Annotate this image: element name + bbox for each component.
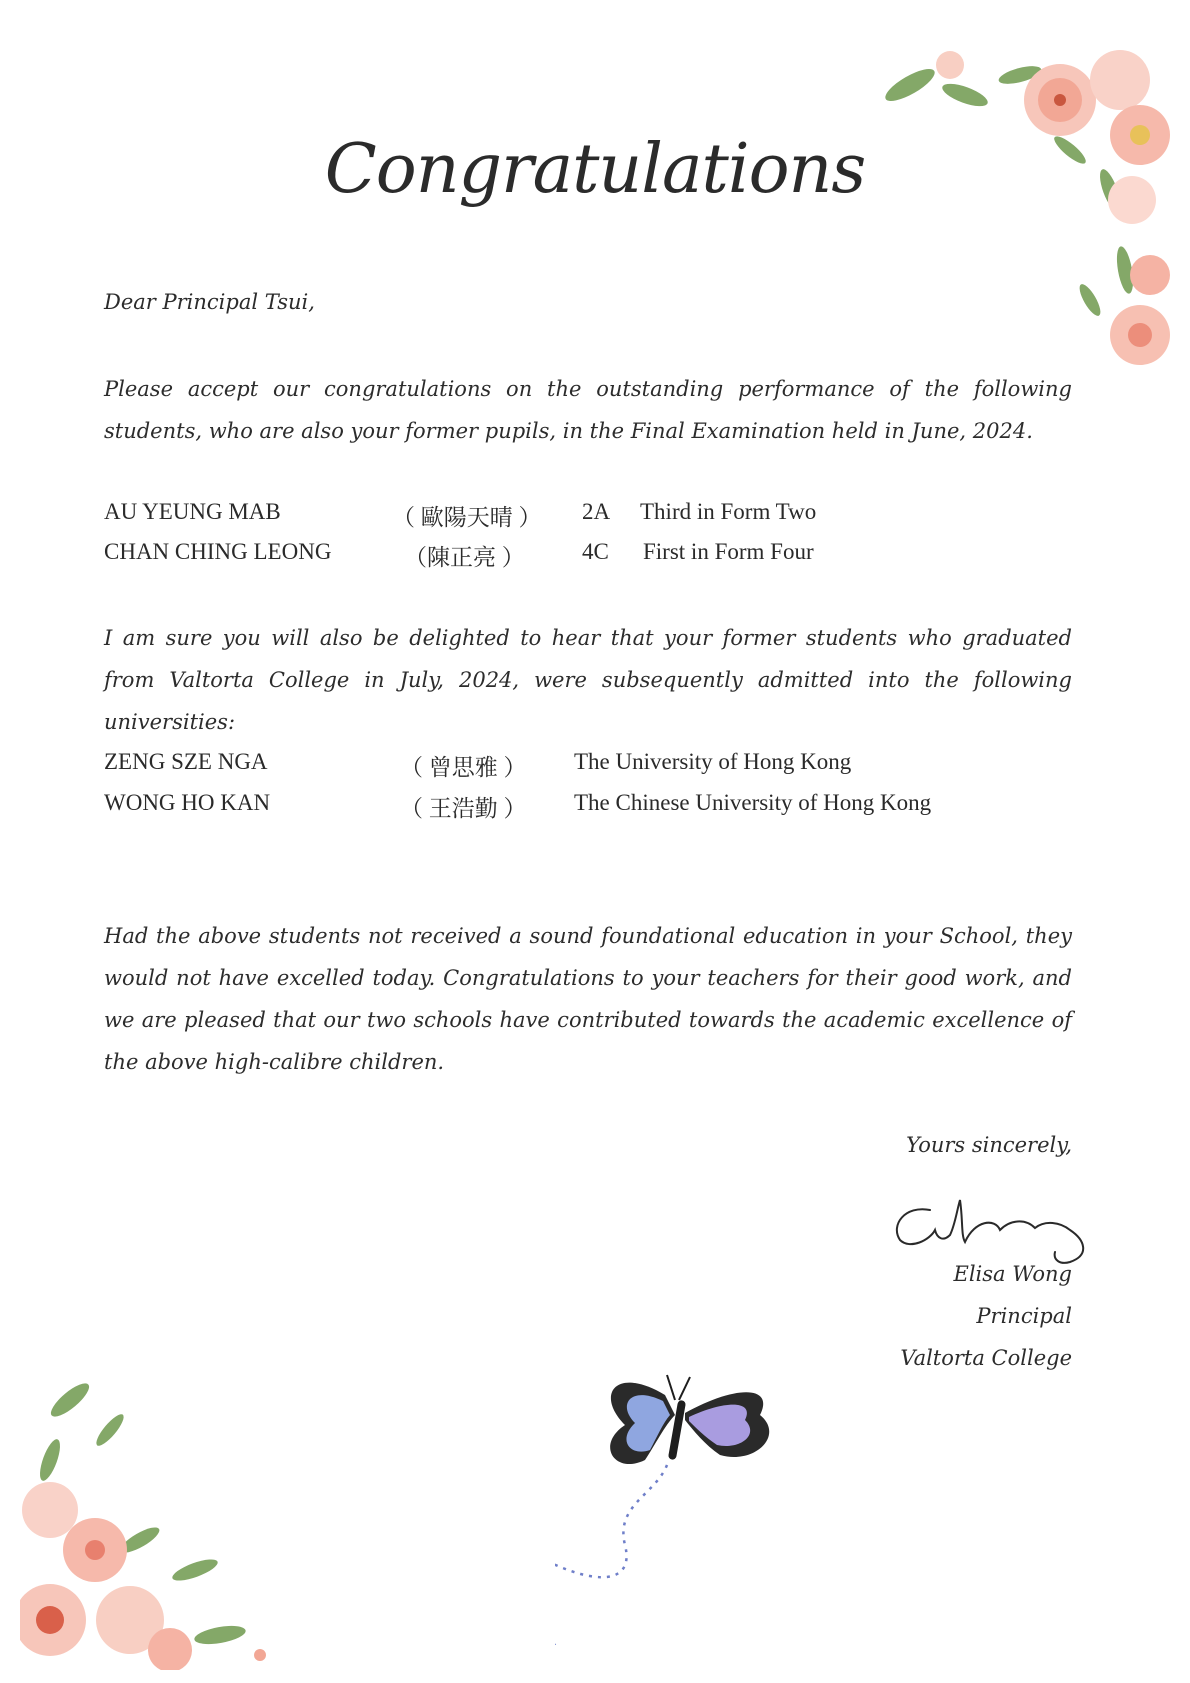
- admission-row: [0, 790, 1190, 826]
- paragraph-exam-performance: Please accept our congratulations on the outstanding performance of the following students, who are also your former pupils, in the Final Examination held in June, 2024.: [104, 377, 1072, 443]
- letter-title: Congratulations: [324, 130, 866, 209]
- student-name: AU YEUNG MAB: [104, 499, 281, 524]
- student-name: CHAN CHING LEONG: [104, 539, 332, 564]
- student-result: First in Form Four: [643, 539, 814, 564]
- university-name: The University of Hong Kong: [574, 749, 852, 774]
- valediction: Yours sincerely,: [906, 1133, 1072, 1157]
- student-result: Third in Form Two: [640, 499, 817, 524]
- signer-title: Principal: [976, 1304, 1072, 1328]
- student-chinese-name: （ 歐陽天晴 ）: [392, 505, 542, 530]
- butterfly-illustration: [555, 1345, 845, 1675]
- salutation: Dear Principal Tsui,: [104, 290, 315, 314]
- exam-result-row: [0, 499, 1190, 535]
- floral-corner-bottom-left: [20, 1370, 300, 1670]
- student-class: 4C: [582, 539, 609, 564]
- student-name: ZENG SZE NGA: [104, 749, 268, 774]
- university-name: The Chinese University of Hong Kong: [574, 790, 932, 815]
- student-class: 2A: [582, 499, 611, 524]
- signer-school: Valtorta College: [900, 1346, 1072, 1370]
- student-chinese-name: （陳正亮 ）: [404, 545, 525, 570]
- student-chinese-name: （ 曾思雅 ）: [400, 755, 527, 780]
- exam-result-row: [0, 539, 1190, 575]
- student-name: WONG HO KAN: [104, 790, 271, 815]
- admission-row: [0, 749, 1190, 785]
- student-chinese-name: （ 王浩勤 ）: [400, 796, 527, 821]
- paragraph-closing-remarks: Had the above students not received a sound foundational education in your School, they would not have excelled today. Congratulations to your teachers for their good work, and we are pleased that our two schools have contributed towards the academic excellence of the above high-calibre children.: [104, 924, 1072, 1074]
- signer-name: Elisa Wong: [953, 1262, 1072, 1286]
- paragraph-university-admissions: I am sure you will also be delighted to hear that your former students who graduated from Valtorta College in July, 2024, were subsequently admitted into the following universities:: [104, 626, 1072, 734]
